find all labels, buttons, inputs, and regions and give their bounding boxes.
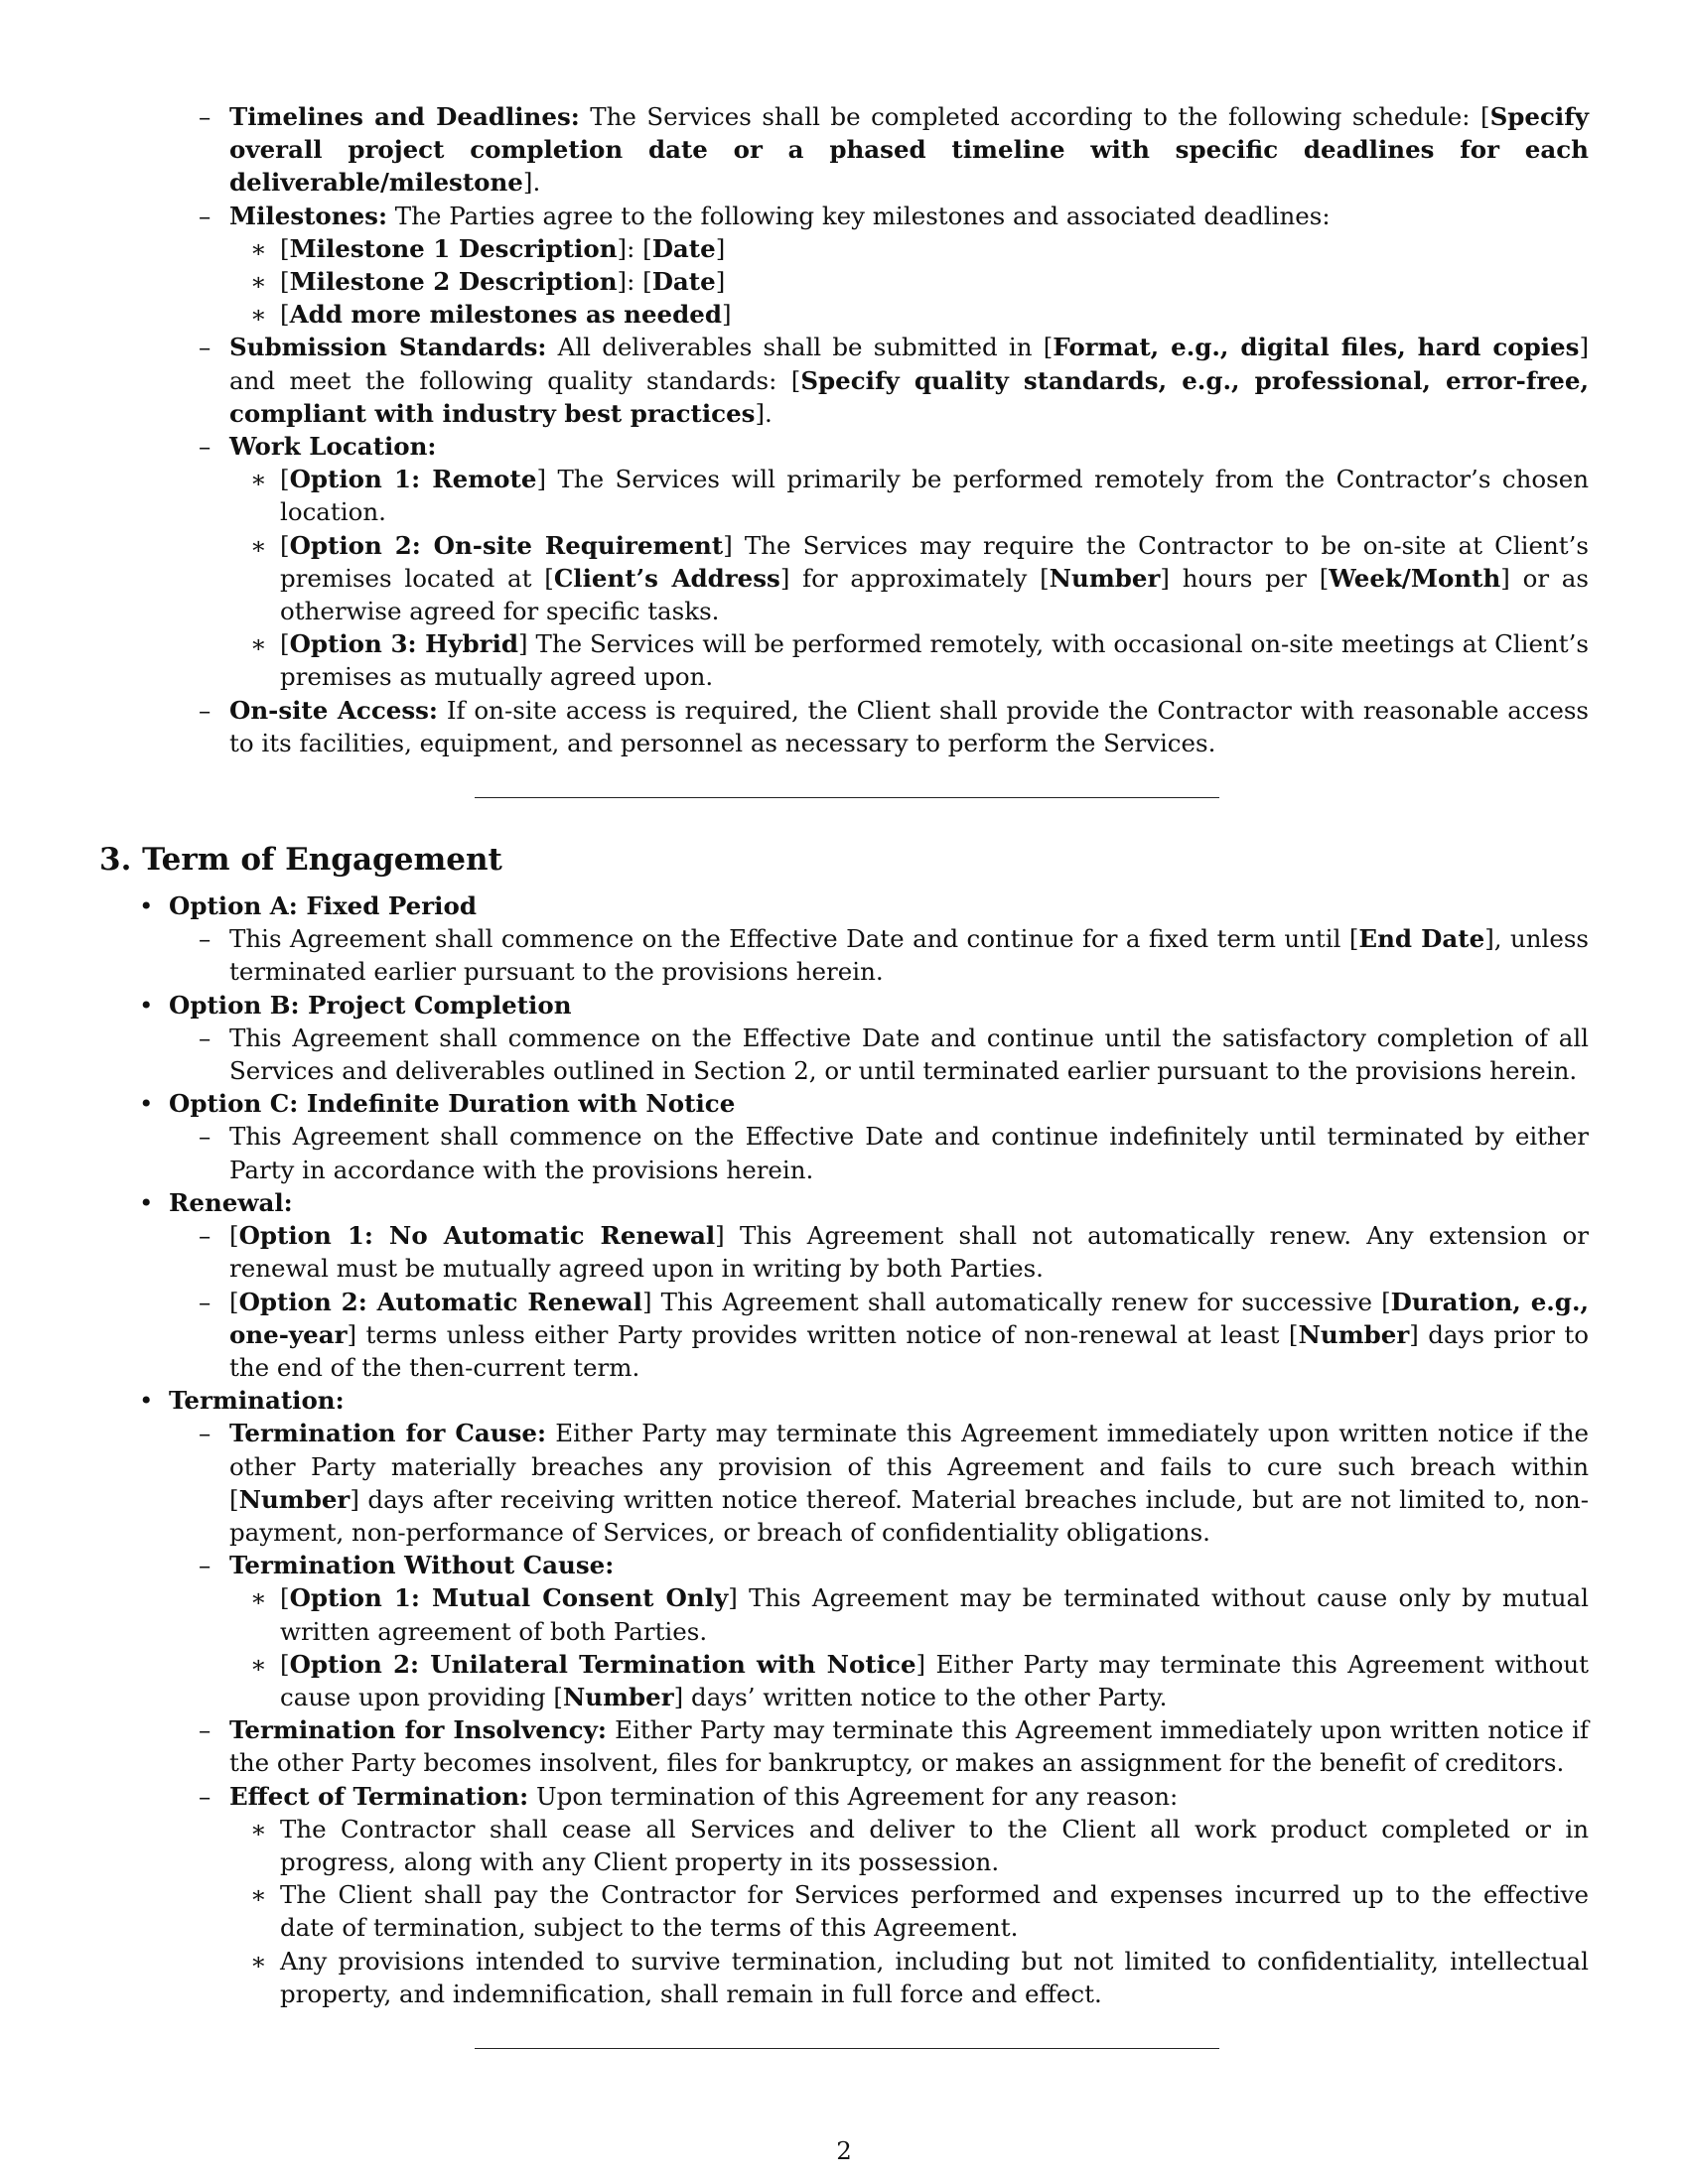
top-list [99,100,1589,759]
body-text: [ [280,300,290,330]
body-text: The Contractor shall cease all Services and deliver to the Client all work product completed or in progress, along with any Client property in its possession. [280,1814,1589,1876]
list-item [99,1087,1589,1120]
body-text: This Agreement shall commence on the Effective Date and continue indefinitely until terminated by either Party in accordance with the provisions herein. [229,1122,1589,1184]
list-item [99,463,1589,528]
body-text: All deliverables shall be submitted in [ [546,333,1054,362]
bold-text: Option A: Fixed Period [169,891,477,921]
body-text: ] hours per [ [1160,563,1330,593]
body-text: ] [722,300,732,330]
dash-marker: – [199,333,211,362]
body-text: ] This Agreement may be terminated without cause only by mutual written agreement of both Parties. [280,1583,1589,1646]
list-item [99,1549,1589,1581]
body-text: ]. [522,168,541,198]
body-text: Either Party may terminate this Agreement immediately upon written notice if the other Party materially breaches any provision of this Agreement and fails to cure such breach within [ [229,1419,1589,1514]
star-marker: ∗ [250,1649,267,1679]
bold-text: Option 2: Automatic Renewal [238,1287,642,1316]
star-marker: ∗ [250,530,267,560]
star-marker: ∗ [250,300,267,330]
list-item [99,1878,1589,1944]
body-text: ] and meet the following quality standards: [ [229,333,1589,395]
bold-text: Work Location: [229,432,437,462]
body-text: ] days’ written notice to the other Party. [673,1682,1168,1711]
bold-text: Duration, e.g., one-year [229,1287,1589,1349]
body-text: [ [280,530,290,560]
bold-text: Add more milestones as needed [289,300,722,330]
body-text: ] terms unless either Party provides written notice of non-renewal at least [ [347,1319,1299,1349]
dash-marker: – [199,201,211,230]
sub-list [99,1813,1589,2010]
list-item [99,200,1589,232]
bold-text: Date [651,267,716,297]
body-text: The Parties agree to the following key milestones and associated deadlines: [387,201,1331,230]
list-item [99,331,1589,430]
dash-marker: – [199,695,211,725]
bold-text: Timelines and Deadlines: [229,102,580,131]
bold-text: Termination: [169,1386,345,1416]
bold-text: Number [562,1682,674,1711]
list-item [99,1813,1589,1878]
body-text: The Services shall be completed according to the following schedule: [ [579,102,1490,131]
bold-text: End Date [1358,924,1485,954]
sub-list [99,1120,1589,1185]
sub-list [99,463,1589,693]
body-text: [ [280,233,290,263]
bullet-marker: • [139,990,154,1020]
body-text: [ [280,465,290,494]
bold-text: Number [1049,563,1161,593]
list-item [99,1384,1589,1417]
bold-text: Option 1: Mutual Consent Only [289,1583,729,1613]
dash-marker: – [199,1221,211,1251]
dash-marker: – [199,102,211,131]
page-content [99,100,1589,2049]
bold-text: Specify overall project completion date or a phased timeline with specific deadlines for each deliverable/milestone [229,102,1589,198]
list-item [99,1648,1589,1713]
bullet-marker: • [139,1187,154,1217]
bold-text: Termination Without Cause: [229,1551,615,1580]
bold-text: Option 3: Hybrid [289,629,519,659]
body-text: [ [280,1649,290,1679]
body-text: ]: [ [617,267,652,297]
bold-text: Number [1298,1319,1410,1349]
bold-text: Option B: Project Completion [169,990,572,1020]
list-item [99,1780,1589,1813]
bold-text: Termination for Insolvency: [229,1715,607,1745]
body-text: ]: [ [617,233,652,263]
bold-text: Option 1: Remote [289,465,537,494]
list-item [99,529,1589,628]
dash-marker: – [199,1287,211,1316]
body-text: ] days prior to the end of the then-current term. [229,1319,1589,1382]
body-text: [ [229,1221,239,1251]
dash-marker: – [199,1715,211,1745]
sub-list [99,232,1589,332]
sub-list [99,922,1589,988]
body-text: ] The Services will primarily be performed remotely from the Contractor’s chosen location. [280,465,1589,527]
bold-text: Client’s Address [553,563,780,593]
list-item [99,100,1589,200]
body-text: This Agreement shall commence on the Effective Date and continue until the satisfactory completion of all Services and deliverables outlined in Section 2, or until terminated earlier pursuant to the provisions herein. [229,1023,1589,1086]
list-item [99,922,1589,988]
bold-text: Milestones: [229,201,388,230]
body-text: ] The Services may require the Contractor to be on-site at Client’s premises located at [ [280,530,1589,593]
body-text: ] This Agreement shall not automatically renew. Any extension or renewal must be mutually agreed upon in writing by both Parties. [229,1221,1589,1284]
page-number: 2 [836,2136,852,2165]
body-text: ]. [755,398,773,428]
section3-list [99,889,1589,2010]
body-text: Any provisions intended to survive termination, including but not limited to confidentiality, intellectual property, and indemnification, shall remain in full force and effect. [280,1946,1589,2008]
list-item [99,1022,1589,1087]
body-text: ] for approximately [ [779,563,1050,593]
list-item [99,889,1589,922]
list-item [99,265,1589,298]
star-marker: ∗ [250,629,267,659]
list-item [99,1120,1589,1185]
body-text: ] [715,267,726,297]
section-divider [475,797,1219,798]
bold-text: Option 2: Unilateral Termination with Notice [289,1649,916,1679]
body-text: ] or as otherwise agreed for specific tasks. [280,563,1589,626]
body-text: [ [280,267,290,297]
dash-marker: – [199,1122,211,1152]
body-text: ] [715,233,726,263]
body-text: Either Party may terminate this Agreement immediately upon written notice if the other Party becomes insolvent, files for bankruptcy, or makes an assignment for the benefit of creditors. [229,1715,1589,1778]
body-text: [ [280,1583,290,1613]
bold-text: Format, e.g., digital files, hard copies [1053,333,1580,362]
star-marker: ∗ [250,267,267,297]
body-text: This Agreement shall commence on the Effective Date and continue for a fixed term until [ [229,924,1359,954]
list-item [99,1219,1589,1285]
dash-marker: – [199,1023,211,1052]
body-text: ] Either Party may terminate this Agreement without cause upon providing [ [280,1649,1589,1711]
star-marker: ∗ [250,1946,267,1976]
star-marker: ∗ [250,233,267,263]
list-item [99,1417,1589,1549]
bold-text: Option C: Indefinite Duration with Notice [169,1089,736,1119]
bold-text: On-site Access: [229,695,438,725]
bold-text: Effect of Termination: [229,1781,529,1811]
list-item [99,1945,1589,2010]
body-text: Upon termination of this Agreement for any reason: [528,1781,1179,1811]
body-text: ] The Services will be performed remotely, with occasional on-site meetings at Client’s premises as mutually agreed upon. [280,629,1589,692]
section-title: 3. Term of Engagement [99,842,502,879]
list-item [99,1186,1589,1219]
bullet-marker: • [139,1386,154,1416]
bold-text: Specify quality standards, e.g., professional, error-free, compliant with industry best practices [229,365,1589,428]
dash-marker: – [199,924,211,954]
sub-list [99,1219,1589,1384]
bullet-marker: • [139,1089,154,1119]
body-text: [ [280,629,290,659]
body-text: The Client shall pay the Contractor for Services performed and expenses incurred up to the effective date of termination, subject to the terms of this Agreement. [280,1880,1589,1943]
bold-text: Week/Month [1329,563,1501,593]
list-item [99,1713,1589,1779]
body-text: [ [229,1287,239,1316]
bold-text: Number [238,1484,351,1514]
star-marker: ∗ [250,1583,267,1613]
bold-text: Renewal: [169,1187,293,1217]
list-item [99,694,1589,759]
bullet-marker: • [139,891,154,921]
list-item [99,1286,1589,1385]
list-item [99,627,1589,693]
bold-text: Option 1: No Automatic Renewal [238,1221,716,1251]
sub-list [99,1581,1589,1713]
dash-marker: – [199,1419,211,1448]
dash-marker: – [199,1781,211,1811]
star-marker: ∗ [250,465,267,494]
body-text: ] This Agreement shall automatically renew for successive [ [641,1287,1391,1316]
list-item [99,430,1589,463]
list-item [99,232,1589,265]
star-marker: ∗ [250,1880,267,1910]
bold-text: Option 2: On-site Requirement [289,530,724,560]
body-text: If on-site access is required, the Client shall provide the Contractor with reasonable access to its facilities, equipment, and personnel as necessary to perform the Services. [229,695,1589,757]
bold-text: Milestone 1 Description [289,233,618,263]
body-text: ] days after receiving written notice thereof. Material breaches include, but are not limited to, non-payment, non-performance of Services, or breach of confidentiality obligations. [229,1484,1589,1547]
list-item [99,298,1589,331]
body-text: ], unless terminated earlier pursuant to the provisions herein. [229,924,1589,987]
bold-text: Date [651,233,716,263]
dash-marker: – [199,432,211,462]
list-item [99,1581,1589,1647]
sub-list [99,1022,1589,1087]
sub-list [99,1417,1589,2010]
list-item [99,989,1589,1022]
section-divider [475,2048,1219,2049]
bold-text: Termination for Cause: [229,1419,547,1448]
star-marker: ∗ [250,1814,267,1843]
bold-text: Submission Standards: [229,333,547,362]
bold-text: Milestone 2 Description [289,267,618,297]
dash-marker: – [199,1551,211,1580]
